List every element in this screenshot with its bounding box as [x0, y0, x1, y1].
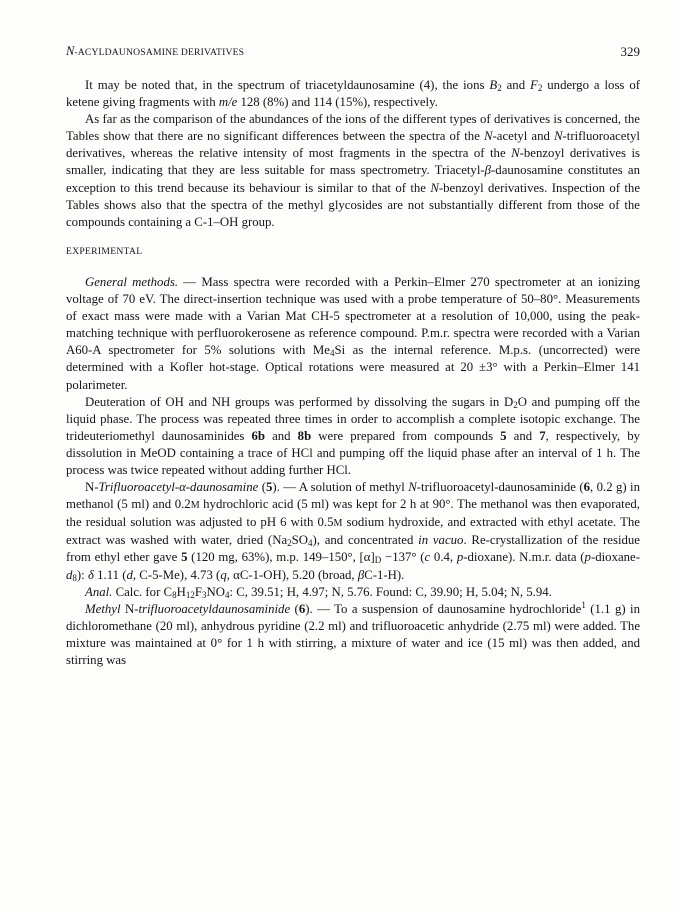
paragraph: It may be noted that, in the spectrum of triacetyldaunosamine (4), the ions $B_2$ and $F_2$ undergo a loss of ketene giving fragments with m/e 128 (8%) and 114 (15%), respectively.	[66, 78, 640, 110]
paragraph: Methyl N-trifluoroacetyldaunosaminide (6). — To a suspension of daunosamine hydrochloride$^1$ (1.1 g) in dichloromethane (20 ml), anhydrous pyridine (2.2 ml) and trifluoroacetic anhydride (2.75 ml) were added. The mixture was maintained at 0° for 1 h with stirring, a mixture of water and ice (15 ml) was then added, and stirring was	[66, 599, 640, 667]
section-heading: EXPERIMENTAL	[66, 245, 143, 257]
page-header	[46, 44, 640, 64]
paragraph: Anal. Calc. for $C_8H_{12}F_3NO_4$: C, 39.51; H, 4.97; N, 5.76. Found: C, 39.90; H, 5.04; N, 5.94.	[85, 584, 552, 600]
article-body	[66, 77, 640, 669]
running-title: N-ACYLDAUNOSAMINE DERIVATIVES	[66, 44, 245, 58]
paragraph: N-Trifluoroacetyl-α-daunosamine (5). — A solution of methyl N-trifluoroacetyl-daunosaminide (6, 0.2 g) in methanol (5 ml) and 0.2M hydrochloric acid (5 ml) was kept for 2 h at 90°. The methanol was then evaporated, the residual solution was adjusted to pH 6 with 0.5M sodium hydroxide, and extracted with ethyl acetate. The extract was washed with water, dried $(Na_2SO_4)$, and concentrated in vacuo. Re-crystallization of the residue from ethyl ether gave 5 (120 mg, 63%), m.p. 149–150°, $[\alpha]_D -137^\circ$ (c 0.4, p-dioxane). N.m.r. data $(p-dioxane-d_8)$: δ 1.11 (d, C-5-Me), 4.73 (q, αC-1-OH), 5.20 (broad, βC-1-H).	[66, 480, 640, 583]
page-number: 329	[620, 44, 640, 59]
paragraph: As far as the comparison of the abundances of the ions of the different types of derivatives is concerned, the Tables show that there are no significant differences between the spectra of the N-acetyl and N-trifluoroacetyl derivatives, whereas the relative intensity of most fragments in the spectra of the N-benzoyl derivatives is smaller, indicating that they are less suitable for mass spectrometry. Triacetyl-β-daunosamine constitutes an exception to this trend because its behaviour is similar to that of the N-benzoyl derivatives. Inspection of the Tables shows also that the spectra of the methyl glycosides are not substantially different from those of the compounds containing a C-1–OH group.	[66, 112, 640, 229]
paragraph: Deuteration of OH and NH groups was performed by dissolving the sugars in $D_2O$ and pumping off the liquid phase. The process was repeated three times in order to accomplish a complete isotopic exchange. The trideuteriomethyl daunosaminides 6b and 8b were prepared from compounds 5 and 7, respectively, by dissolution in MeOD containing a trace of HCl and pumping off the liquid phase after an interval of 1 h. The process was twice repeated without adding further HCl.	[66, 394, 640, 477]
paragraph: General methods. — Mass spectra were recorded with a Perkin–Elmer 270 spectrometer at an ionizing voltage of 70 eV. The direct-insertion technique was used with a probe temperature of 50–80°. Measurements of exact mass were made with a Varian Mat CH-5 spectrometer at a resolution of 10,000, using the peak-matching technique with perfluorokerosene as reference compound. P.m.r. spectra were recorded with a Varian A60-A spectrometer for 5% solutions with $Me_4Si$ as the internal reference. M.p.s. (uncorrected) were determined with a Kofler hot-stage. Optical rotations were measured at 20 ±3° with a Perkin–Elmer 141 polarimeter.	[66, 274, 641, 392]
